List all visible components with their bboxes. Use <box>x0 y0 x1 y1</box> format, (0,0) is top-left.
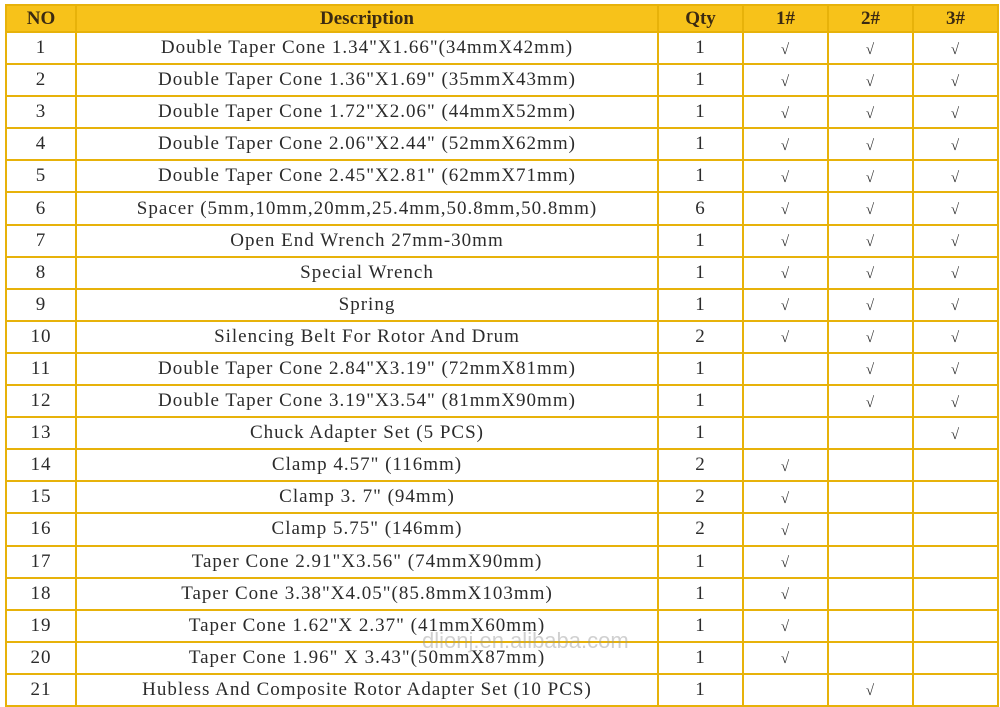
table-row <box>6 32 998 64</box>
kit-2-cell <box>828 353 913 385</box>
kit-3-cell <box>913 257 998 289</box>
row-no: 3 <box>6 96 76 128</box>
row-qty: 1 <box>658 610 743 642</box>
kit-3-cell <box>913 481 998 513</box>
row-no: 19 <box>6 610 76 642</box>
checkmark-icon: √ <box>865 234 876 251</box>
kit-2-cell <box>828 385 913 417</box>
kit-1-cell <box>743 289 828 321</box>
row-qty: 1 <box>658 128 743 160</box>
checkmark-icon: √ <box>865 137 876 154</box>
kit-1-cell <box>743 353 828 385</box>
kit-2-cell <box>828 610 913 642</box>
kit-2-cell <box>828 257 913 289</box>
row-no: 5 <box>6 160 76 192</box>
kit-3-cell <box>913 289 998 321</box>
kit-1-cell <box>743 257 828 289</box>
table-row <box>6 385 998 417</box>
row-no: 11 <box>6 353 76 385</box>
checkmark-icon: √ <box>780 330 791 347</box>
row-no: 2 <box>6 64 76 96</box>
table-row <box>6 257 998 289</box>
kit-1-cell <box>743 546 828 578</box>
kit-1-cell <box>743 449 828 481</box>
row-no: 16 <box>6 513 76 545</box>
checkmark-icon: √ <box>780 555 791 572</box>
row-qty: 1 <box>658 546 743 578</box>
row-description: Double Taper Cone 2.06"X2.44" (52mmX62mm) <box>76 128 658 160</box>
kit-3-cell <box>913 449 998 481</box>
table-row <box>6 449 998 481</box>
kit-1-cell <box>743 610 828 642</box>
checkmark-icon: √ <box>950 41 961 58</box>
row-qty: 1 <box>658 417 743 449</box>
table-row <box>6 642 998 674</box>
header-no: NO <box>6 5 76 32</box>
row-description: Silencing Belt For Rotor And Drum <box>76 321 658 353</box>
kit-3-cell <box>913 642 998 674</box>
kit-1-cell <box>743 64 828 96</box>
table-row <box>6 513 998 545</box>
row-no: 4 <box>6 128 76 160</box>
kit-2-cell <box>828 225 913 257</box>
checkmark-icon: √ <box>950 137 961 154</box>
row-description: Taper Cone 1.96" X 3.43"(50mmX87mm) <box>76 642 658 674</box>
checkmark-icon: √ <box>865 73 876 90</box>
row-no: 18 <box>6 578 76 610</box>
row-qty: 1 <box>658 642 743 674</box>
kit-3-cell <box>913 674 998 706</box>
checkmark-icon: √ <box>950 266 961 283</box>
row-description: Clamp 3. 7" (94mm) <box>76 481 658 513</box>
row-qty: 1 <box>658 64 743 96</box>
row-no: 12 <box>6 385 76 417</box>
kit-1-cell <box>743 32 828 64</box>
kit-3-cell <box>913 32 998 64</box>
row-qty: 2 <box>658 449 743 481</box>
kit-3-cell <box>913 610 998 642</box>
checkmark-icon: √ <box>780 490 791 507</box>
checkmark-icon: √ <box>780 202 791 219</box>
row-qty: 1 <box>658 96 743 128</box>
kit-1-cell <box>743 417 828 449</box>
table-row <box>6 321 998 353</box>
checkmark-icon: √ <box>865 330 876 347</box>
kit-3-cell <box>913 160 998 192</box>
table-row <box>6 674 998 706</box>
checkmark-icon: √ <box>780 105 791 122</box>
row-no: 20 <box>6 642 76 674</box>
table-row <box>6 64 998 96</box>
row-no: 17 <box>6 546 76 578</box>
kit-3-cell <box>913 353 998 385</box>
kit-2-cell <box>828 192 913 224</box>
checkmark-icon: √ <box>865 41 876 58</box>
checkmark-icon: √ <box>950 362 961 379</box>
kit-2-cell <box>828 481 913 513</box>
row-description: Spring <box>76 289 658 321</box>
checkmark-icon: √ <box>780 522 791 539</box>
kit-2-cell <box>828 546 913 578</box>
kit-3-cell <box>913 417 998 449</box>
row-description: Chuck Adapter Set (5 PCS) <box>76 417 658 449</box>
kit-3-cell <box>913 225 998 257</box>
row-description: Spacer (5mm,10mm,20mm,25.4mm,50.8mm,50.8mm) <box>76 192 658 224</box>
checkmark-icon: √ <box>780 298 791 315</box>
row-description: Taper Cone 2.91"X3.56" (74mmX90mm) <box>76 546 658 578</box>
header-kit-1: 1# <box>743 5 828 32</box>
checkmark-icon: √ <box>865 169 876 186</box>
checkmark-icon: √ <box>780 587 791 604</box>
row-qty: 1 <box>658 289 743 321</box>
kit-2-cell <box>828 642 913 674</box>
kit-2-cell <box>828 64 913 96</box>
kit-1-cell <box>743 674 828 706</box>
header-description: Description <box>76 5 658 32</box>
checkmark-icon: √ <box>950 105 961 122</box>
row-description: Clamp 5.75" (146mm) <box>76 513 658 545</box>
kit-2-cell <box>828 449 913 481</box>
kit-1-cell <box>743 225 828 257</box>
checkmark-icon: √ <box>950 330 961 347</box>
row-description: Open End Wrench 27mm-30mm <box>76 225 658 257</box>
checkmark-icon: √ <box>865 298 876 315</box>
row-description: Double Taper Cone 1.72"X2.06" (44mmX52mm) <box>76 96 658 128</box>
checkmark-icon: √ <box>950 426 961 443</box>
table-row <box>6 417 998 449</box>
row-qty: 1 <box>658 674 743 706</box>
kit-1-cell <box>743 578 828 610</box>
kit-3-cell <box>913 546 998 578</box>
kit-1-cell <box>743 481 828 513</box>
row-qty: 2 <box>658 513 743 545</box>
checkmark-icon: √ <box>865 202 876 219</box>
table-row <box>6 481 998 513</box>
table-row <box>6 192 998 224</box>
checkmark-icon: √ <box>780 619 791 636</box>
row-no: 14 <box>6 449 76 481</box>
row-no: 9 <box>6 289 76 321</box>
row-description: Double Taper Cone 3.19"X3.54" (81mmX90mm) <box>76 385 658 417</box>
table-row <box>6 225 998 257</box>
checkmark-icon: √ <box>780 73 791 90</box>
parts-table <box>5 4 999 707</box>
row-no: 1 <box>6 32 76 64</box>
header-qty: Qty <box>658 5 743 32</box>
kit-3-cell <box>913 385 998 417</box>
checkmark-icon: √ <box>780 458 791 475</box>
row-qty: 6 <box>658 192 743 224</box>
row-description: Clamp 4.57" (116mm) <box>76 449 658 481</box>
kit-1-cell <box>743 192 828 224</box>
kit-1-cell <box>743 513 828 545</box>
checkmark-icon: √ <box>865 362 876 379</box>
kit-3-cell <box>913 321 998 353</box>
table-row <box>6 353 998 385</box>
checkmark-icon: √ <box>950 298 961 315</box>
row-qty: 2 <box>658 321 743 353</box>
row-qty: 1 <box>658 578 743 610</box>
header-kit-2: 2# <box>828 5 913 32</box>
checkmark-icon: √ <box>780 137 791 154</box>
table-row <box>6 578 998 610</box>
row-no: 6 <box>6 192 76 224</box>
row-description: Double Taper Cone 2.84"X3.19" (72mmX81mm) <box>76 353 658 385</box>
row-qty: 2 <box>658 481 743 513</box>
checkmark-icon: √ <box>865 266 876 283</box>
kit-1-cell <box>743 96 828 128</box>
row-no: 10 <box>6 321 76 353</box>
kit-3-cell <box>913 513 998 545</box>
header-row <box>6 5 998 32</box>
checkmark-icon: √ <box>865 394 876 411</box>
kit-1-cell <box>743 160 828 192</box>
row-no: 8 <box>6 257 76 289</box>
kit-2-cell <box>828 128 913 160</box>
row-no: 15 <box>6 481 76 513</box>
kit-2-cell <box>828 674 913 706</box>
checkmark-icon: √ <box>780 651 791 668</box>
kit-2-cell <box>828 321 913 353</box>
checkmark-icon: √ <box>780 41 791 58</box>
table-row <box>6 160 998 192</box>
row-qty: 1 <box>658 32 743 64</box>
kit-1-cell <box>743 321 828 353</box>
row-qty: 1 <box>658 257 743 289</box>
header-kit-3: 3# <box>913 5 998 32</box>
table-row <box>6 128 998 160</box>
kit-2-cell <box>828 32 913 64</box>
row-no: 13 <box>6 417 76 449</box>
watermark: dlionj.en.alibaba.com <box>422 628 629 653</box>
kit-2-cell <box>828 289 913 321</box>
checkmark-icon: √ <box>780 266 791 283</box>
kit-3-cell <box>913 64 998 96</box>
kit-3-cell <box>913 96 998 128</box>
kit-3-cell <box>913 128 998 160</box>
kit-2-cell <box>828 578 913 610</box>
kit-3-cell <box>913 192 998 224</box>
kit-1-cell <box>743 385 828 417</box>
checkmark-icon: √ <box>950 234 961 251</box>
checkmark-icon: √ <box>780 234 791 251</box>
row-qty: 1 <box>658 385 743 417</box>
row-description: Taper Cone 3.38"X4.05"(85.8mmX103mm) <box>76 578 658 610</box>
row-description: Special Wrench <box>76 257 658 289</box>
row-description: Double Taper Cone 2.45"X2.81" (62mmX71mm) <box>76 160 658 192</box>
kit-3-cell <box>913 578 998 610</box>
row-description: Hubless And Composite Rotor Adapter Set (10 PCS) <box>76 674 658 706</box>
kit-2-cell <box>828 160 913 192</box>
row-description: Double Taper Cone 1.36"X1.69" (35mmX43mm) <box>76 64 658 96</box>
table-row <box>6 610 998 642</box>
row-qty: 1 <box>658 353 743 385</box>
kit-2-cell <box>828 513 913 545</box>
checkmark-icon: √ <box>780 169 791 186</box>
checkmark-icon: √ <box>865 105 876 122</box>
checkmark-icon: √ <box>950 394 961 411</box>
kit-1-cell <box>743 128 828 160</box>
table-row <box>6 546 998 578</box>
row-description: Taper Cone 1.62"X 2.37" (41mmX60mm) <box>76 610 658 642</box>
kit-2-cell <box>828 96 913 128</box>
kit-1-cell <box>743 642 828 674</box>
row-qty: 1 <box>658 160 743 192</box>
checkmark-icon: √ <box>950 202 961 219</box>
row-no: 7 <box>6 225 76 257</box>
row-description: Double Taper Cone 1.34"X1.66"(34mmX42mm) <box>76 32 658 64</box>
table-row <box>6 289 998 321</box>
row-no: 21 <box>6 674 76 706</box>
row-qty: 1 <box>658 225 743 257</box>
table-row <box>6 96 998 128</box>
kit-2-cell <box>828 417 913 449</box>
checkmark-icon: √ <box>950 169 961 186</box>
checkmark-icon: √ <box>950 73 961 90</box>
checkmark-icon: √ <box>865 683 876 700</box>
